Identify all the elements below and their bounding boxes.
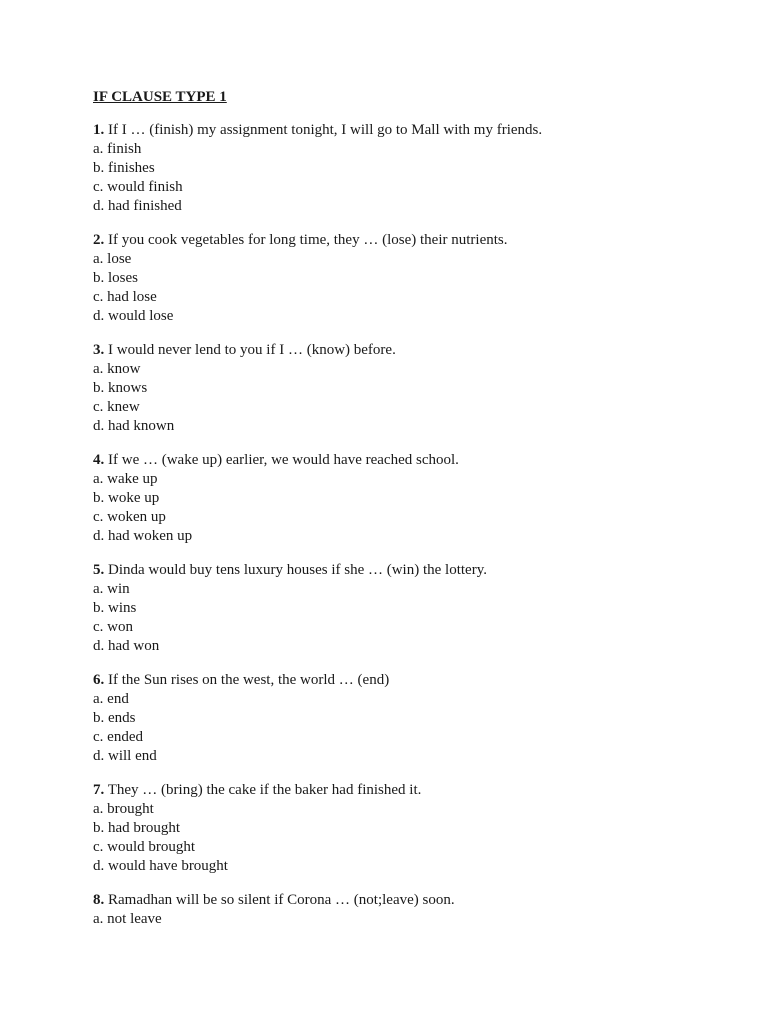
answer-option: a. know xyxy=(93,361,141,377)
question-text xyxy=(93,451,728,470)
question-stem: If we … (wake up) earlier, we would have reached school. xyxy=(104,452,459,468)
answer-option: c. would finish xyxy=(93,179,183,195)
answer-option: c. had lose xyxy=(93,289,157,305)
answer-option: a. end xyxy=(93,691,129,707)
question-8 xyxy=(93,891,728,929)
answer-option: b. ends xyxy=(93,710,136,726)
answer-option: b. woke up xyxy=(93,490,160,506)
option-list xyxy=(93,470,728,546)
answer-option: a. wake up xyxy=(93,471,158,487)
question-number: 4. xyxy=(93,452,105,468)
question-text xyxy=(93,121,728,140)
answer-option: b. knows xyxy=(93,380,148,396)
question-text xyxy=(93,891,728,910)
answer-option: c. knew xyxy=(93,399,140,415)
answer-option: c. woken up xyxy=(93,509,166,525)
answer-option: a. win xyxy=(93,581,130,597)
answer-option: d. had woken up xyxy=(93,528,193,544)
question-2 xyxy=(93,231,728,326)
question-5 xyxy=(93,561,728,656)
question-text xyxy=(93,781,728,800)
question-number: 6. xyxy=(93,672,105,688)
option-list xyxy=(93,360,728,436)
answer-option: a. not leave xyxy=(93,911,162,927)
question-stem: I would never lend to you if I … (know) before. xyxy=(104,342,396,358)
answer-option: b. finishes xyxy=(93,160,155,176)
document-title: IF CLAUSE TYPE 1 xyxy=(93,89,227,105)
question-number: 2. xyxy=(93,232,105,248)
option-list xyxy=(93,690,728,766)
answer-option: a. brought xyxy=(93,801,154,817)
question-stem: If you cook vegetables for long time, they … (lose) their nutrients. xyxy=(104,232,508,248)
question-1 xyxy=(93,121,728,216)
answer-option: a. lose xyxy=(93,251,132,267)
answer-option: d. will end xyxy=(93,748,157,764)
answer-option: b. loses xyxy=(93,270,138,286)
option-list xyxy=(93,800,728,876)
answer-option: c. won xyxy=(93,619,133,635)
answer-option: c. ended xyxy=(93,729,143,745)
question-stem: If the Sun rises on the west, the world … (end) xyxy=(104,672,390,688)
answer-option: c. would brought xyxy=(93,839,196,855)
answer-option: a. finish xyxy=(93,141,142,157)
option-list xyxy=(93,140,728,216)
question-stem: They … (bring) the cake if the baker had finished it. xyxy=(104,782,422,798)
question-stem: Dinda would buy tens luxury houses if she … (win) the lottery. xyxy=(104,562,487,578)
option-list xyxy=(93,910,728,929)
question-stem: If I … (finish) my assignment tonight, I will go to Mall with my friends. xyxy=(104,122,543,138)
question-text xyxy=(93,231,728,250)
question-6 xyxy=(93,671,728,766)
question-list xyxy=(93,121,728,929)
question-number: 7. xyxy=(93,782,105,798)
option-list xyxy=(93,250,728,326)
question-text xyxy=(93,341,728,360)
question-text xyxy=(93,561,728,580)
answer-option: d. had finished xyxy=(93,198,182,214)
question-3 xyxy=(93,341,728,436)
answer-option: b. wins xyxy=(93,600,137,616)
question-7 xyxy=(93,781,728,876)
question-number: 1. xyxy=(93,122,105,138)
question-number: 5. xyxy=(93,562,105,578)
answer-option: d. had known xyxy=(93,418,175,434)
answer-option: d. would lose xyxy=(93,308,174,324)
question-number: 8. xyxy=(93,892,105,908)
answer-option: b. had brought xyxy=(93,820,181,836)
question-4 xyxy=(93,451,728,546)
question-number: 3. xyxy=(93,342,105,358)
answer-option: d. had won xyxy=(93,638,160,654)
answer-option: d. would have brought xyxy=(93,858,228,874)
question-stem: Ramadhan will be so silent if Corona … (not;leave) soon. xyxy=(104,892,455,908)
option-list xyxy=(93,580,728,656)
question-text xyxy=(93,671,728,690)
